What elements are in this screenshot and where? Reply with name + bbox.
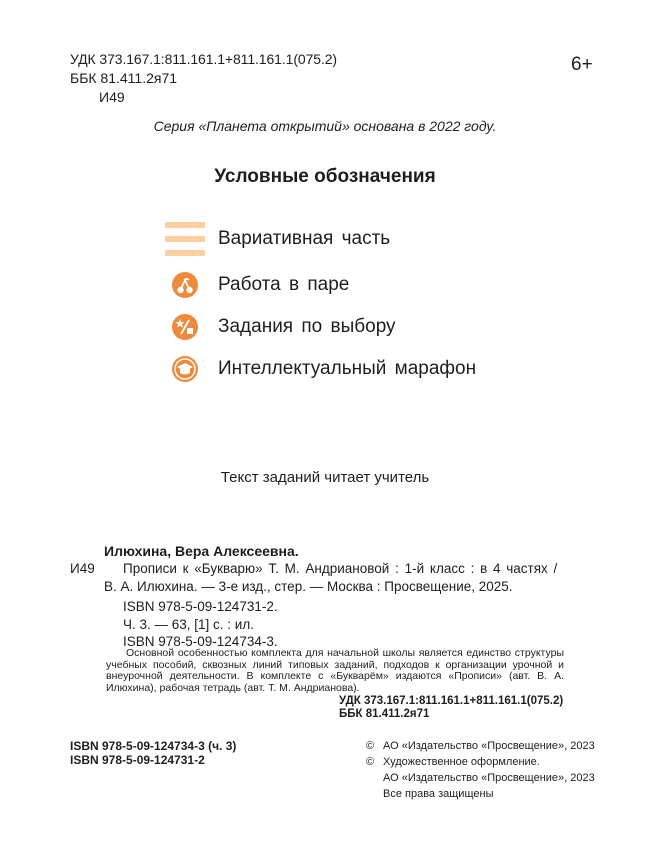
legend-label: Интеллектуальный марафон xyxy=(218,358,477,379)
isbn-part: ISBN 978-5-09-124734-3 (ч. 3) xyxy=(70,739,237,753)
cherry-icon xyxy=(165,268,205,302)
copyright-text: АО «Издательство «Просвещение», 2023 xyxy=(383,740,595,752)
bib-edition-line: В. А. Илюхина. — 3-е изд., стер. — Москва : Просвещение, 2025. xyxy=(104,579,513,594)
udk-code: УДК 373.167.1:811.161.1+811.161.1(075.2) xyxy=(70,51,337,67)
legend-label: Работа в паре xyxy=(218,274,350,295)
bib-title-line: Прописи к «Букварю» Т. М. Андриановой : 1-й класс : в 4 частях / xyxy=(123,561,558,576)
copyright-icon: © xyxy=(366,740,375,752)
bib-bbk: ББК 81.411.2я71 xyxy=(339,708,430,720)
bib-isbn-part: ISBN 978-5-09-124734-3. xyxy=(123,634,278,649)
legend-item-variative xyxy=(165,222,391,256)
copyright-text: Художественное оформление. xyxy=(383,756,540,768)
legend-item-pair-work xyxy=(165,268,350,302)
bbk-code: ББК 81.411.2я71 xyxy=(70,70,178,86)
annotation xyxy=(106,648,564,694)
isbn-total: ISBN 978-5-09-124731-2 xyxy=(70,753,205,767)
choice-icon xyxy=(165,310,205,344)
legend-label: Задания по выбору xyxy=(218,316,396,337)
copyright-icon: © xyxy=(366,756,375,768)
legend-title: Условные обозначения xyxy=(214,166,436,187)
bib-pages: Ч. 3. — 63, [1] с. : ил. xyxy=(123,617,254,632)
bib-isbn-set: ISBN 978-5-09-124731-2. xyxy=(123,599,278,614)
stripes-icon xyxy=(165,222,205,256)
bib-code: И49 xyxy=(70,561,95,576)
legend-item-choice xyxy=(165,310,396,344)
bib-author: Илюхина, Вера Алексеевна. xyxy=(104,543,299,559)
legend-item-marathon xyxy=(165,352,477,386)
annotation-text: Основной особенностью комплекта для начальной школы является единство структуры учебных пособий, сквозных линий типовых заданий, подходов к организации урочной и внеурочной деятельности. В комплекте с «Букварём» издаются «Прописи» (авт. В. А. Илюхина), рабочая тетрадь (авт. Т. М. Андрианова). xyxy=(106,647,564,694)
age-rating: 6+ xyxy=(571,54,593,75)
series-note: Серия «Планета открытий» основана в 2022 году. xyxy=(153,118,497,134)
copyright-design-publisher: АО «Издательство «Просвещение», 2023 xyxy=(383,772,595,784)
legend-label: Вариативная часть xyxy=(218,228,391,249)
author-code: И49 xyxy=(99,89,125,105)
bib-udk: УДК 373.167.1:811.161.1+811.161.1(075.2) xyxy=(339,695,564,707)
rights-reserved: Все права защищены xyxy=(383,788,494,800)
teacher-note: Текст заданий читает учитель xyxy=(220,469,430,486)
graduation-cap-icon xyxy=(165,352,205,386)
